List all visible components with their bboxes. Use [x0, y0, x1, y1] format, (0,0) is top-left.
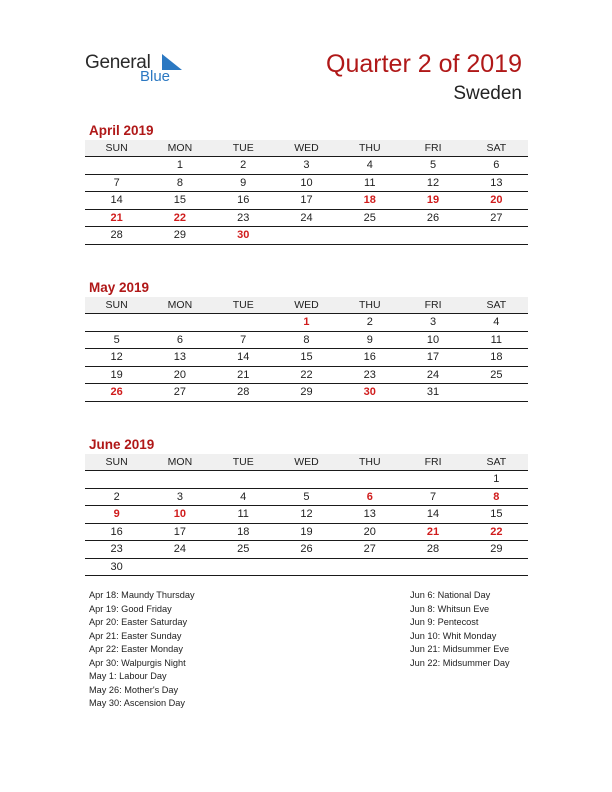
weekday-label: THU — [358, 456, 381, 468]
holiday-item: Apr 21: Easter Sunday — [89, 630, 182, 641]
day-cell: 21 — [426, 525, 440, 538]
day-cell: 18 — [363, 194, 376, 206]
country-name: Sweden — [453, 83, 522, 104]
holiday-item: Jun 22: Midsummer Day — [410, 657, 510, 668]
day-cell: 9 — [240, 176, 247, 189]
weekday-label: WED — [294, 456, 319, 468]
day-cell: 12 — [426, 176, 440, 189]
day-cell: 5 — [303, 490, 310, 503]
day-cell: 31 — [426, 386, 440, 398]
holiday-list-left — [89, 589, 195, 711]
week-row — [85, 349, 528, 367]
day-cell: 2 — [240, 159, 247, 171]
holiday-item: Apr 18: Maundy Thursday — [89, 590, 195, 600]
day-cell: 7 — [429, 490, 437, 503]
empty-day-cell — [465, 227, 528, 244]
day-cell: 16 — [237, 194, 250, 206]
empty-day-cell — [465, 559, 528, 576]
holiday-item: May 30: Ascension Day — [89, 698, 186, 708]
week-row — [85, 489, 528, 507]
day-cell: 7 — [240, 333, 247, 346]
day-cell: 9 — [113, 508, 120, 520]
day-cell: 24 — [300, 211, 313, 224]
day-cell: 22 — [490, 525, 503, 538]
day-cell: 29 — [173, 229, 187, 241]
day-cell: 1 — [176, 159, 183, 171]
logo — [85, 50, 195, 90]
holiday-item: Apr 22: Easter Monday — [89, 644, 183, 654]
weekday-label: THU — [358, 142, 381, 154]
day-cell: 15 — [173, 194, 187, 206]
week-row — [85, 157, 528, 175]
day-cell: 6 — [366, 490, 373, 503]
month-may — [85, 279, 528, 402]
logo-word-blue: Blue — [140, 68, 171, 85]
weekday-header-row — [85, 140, 528, 157]
day-cell: 26 — [300, 543, 313, 555]
day-cell: 16 — [110, 525, 123, 538]
weekday-header-row — [85, 454, 528, 471]
day-cell: 1 — [493, 473, 500, 485]
day-cell: 18 — [237, 525, 250, 538]
day-cell: 27 — [173, 386, 187, 398]
week-row — [85, 384, 528, 402]
day-cell: 14 — [110, 194, 123, 206]
day-cell: 13 — [363, 508, 376, 520]
calendar-grid — [85, 454, 528, 576]
day-cell: 11 — [237, 508, 249, 520]
month-april — [85, 122, 528, 245]
holiday-item: Apr 19: Good Friday — [89, 603, 172, 614]
empty-day-cell — [275, 559, 338, 576]
day-cell: 26 — [110, 386, 123, 398]
empty-day-cell — [401, 471, 464, 488]
week-row — [85, 210, 528, 228]
week-row — [85, 314, 528, 332]
day-cell: 16 — [363, 351, 376, 363]
holiday-item: Apr 30: Walpurgis Night — [89, 657, 186, 668]
day-cell: 20 — [363, 525, 376, 538]
week-row — [85, 332, 528, 350]
empty-day-cell — [212, 314, 275, 331]
logo-word-general: General — [85, 52, 151, 73]
day-cell: 8 — [176, 176, 183, 189]
weekday-label: SAT — [486, 142, 507, 154]
weekday-label: FRI — [424, 299, 442, 311]
day-cell: 20 — [490, 194, 503, 206]
day-cell: 4 — [366, 159, 373, 171]
week-row — [85, 471, 528, 489]
empty-day-cell — [148, 314, 211, 331]
day-cell: 8 — [493, 490, 500, 503]
week-row — [85, 227, 528, 245]
weekday-label: MON — [167, 456, 193, 468]
weekday-label: FRI — [424, 456, 442, 468]
calendar-grid — [85, 297, 528, 402]
day-cell: 22 — [173, 211, 187, 224]
weekday-label: SUN — [105, 142, 128, 154]
day-cell: 21 — [237, 368, 250, 381]
day-cell: 27 — [363, 543, 376, 555]
week-row — [85, 559, 528, 577]
day-cell: 29 — [300, 386, 313, 398]
day-cell: 19 — [426, 194, 440, 206]
empty-day-cell — [212, 471, 275, 488]
day-cell: 4 — [240, 490, 247, 503]
empty-day-cell — [212, 559, 275, 576]
day-cell: 5 — [113, 333, 120, 346]
weekday-label: TUE — [232, 456, 254, 468]
empty-day-cell — [85, 471, 148, 488]
empty-day-cell — [401, 559, 464, 576]
empty-day-cell — [148, 471, 211, 488]
week-row — [85, 175, 528, 193]
weekday-label: SUN — [105, 456, 128, 468]
day-cell: 28 — [110, 229, 123, 241]
day-cell: 25 — [237, 543, 250, 555]
day-cell: 23 — [363, 368, 376, 381]
holiday-list-right — [410, 589, 510, 670]
day-cell: 28 — [426, 543, 440, 555]
day-cell: 21 — [110, 211, 123, 224]
empty-day-cell — [275, 227, 338, 244]
month-title: May 2019 — [89, 280, 150, 295]
empty-day-cell — [465, 384, 528, 401]
day-cell: 6 — [176, 333, 183, 346]
day-cell: 10 — [426, 333, 440, 346]
page-title: Quarter 2 of 2019 — [326, 50, 522, 78]
day-cell: 23 — [237, 211, 250, 224]
empty-day-cell — [275, 471, 338, 488]
day-cell: 24 — [426, 368, 440, 381]
day-cell: 19 — [110, 368, 123, 381]
holiday-item: May 1: Labour Day — [89, 671, 167, 681]
holiday-item: Apr 20: Easter Saturday — [89, 617, 188, 627]
day-cell: 4 — [493, 316, 500, 328]
day-cell: 12 — [110, 351, 123, 363]
day-cell: 7 — [113, 176, 120, 189]
day-cell: 3 — [303, 159, 310, 171]
weekday-label: WED — [294, 299, 319, 311]
month-title: June 2019 — [89, 437, 155, 452]
weekday-label: SAT — [486, 299, 507, 311]
empty-day-cell — [338, 227, 401, 244]
day-cell: 30 — [237, 229, 250, 241]
day-cell: 1 — [303, 316, 310, 328]
holiday-item: Jun 10: Whit Monday — [410, 630, 497, 641]
calendar-grid — [85, 140, 528, 245]
day-cell: 30 — [110, 560, 123, 573]
day-cell: 6 — [493, 159, 500, 171]
weekday-label: TUE — [232, 142, 254, 154]
empty-day-cell — [85, 157, 148, 174]
weekday-label: TUE — [232, 299, 254, 311]
day-cell: 17 — [426, 351, 440, 363]
day-cell: 29 — [490, 543, 503, 555]
day-cell: 17 — [300, 194, 313, 206]
week-row — [85, 506, 528, 524]
holiday-item: Jun 9: Pentecost — [410, 617, 479, 627]
weekday-label: MON — [167, 299, 193, 311]
week-row — [85, 541, 528, 559]
day-cell: 14 — [426, 508, 440, 520]
day-cell: 12 — [300, 508, 313, 520]
day-cell: 28 — [237, 386, 250, 398]
weekday-label: SAT — [486, 456, 507, 468]
day-cell: 10 — [300, 176, 313, 189]
weekday-label: THU — [358, 299, 381, 311]
weekday-label: WED — [294, 142, 319, 154]
day-cell: 23 — [110, 543, 123, 555]
day-cell: 5 — [429, 159, 437, 171]
day-cell: 24 — [173, 543, 187, 555]
day-cell: 3 — [429, 316, 437, 328]
holiday-item: Jun 8: Whitsun Eve — [410, 603, 490, 614]
day-cell: 15 — [490, 508, 503, 520]
day-cell: 26 — [426, 211, 440, 224]
day-cell: 30 — [363, 386, 376, 398]
day-cell: 10 — [173, 508, 187, 520]
day-cell: 27 — [490, 211, 503, 224]
day-cell: 8 — [303, 333, 310, 346]
month-title: April 2019 — [89, 123, 154, 138]
empty-day-cell — [148, 559, 211, 576]
week-row — [85, 524, 528, 542]
empty-day-cell — [401, 227, 464, 244]
day-cell: 2 — [366, 316, 373, 328]
empty-day-cell — [338, 471, 401, 488]
day-cell: 25 — [490, 368, 503, 381]
day-cell: 11 — [490, 333, 503, 346]
day-cell: 18 — [490, 351, 503, 363]
day-cell: 20 — [173, 368, 187, 381]
day-cell: 11 — [364, 176, 376, 189]
day-cell: 2 — [113, 490, 120, 503]
week-row — [85, 192, 528, 210]
weekday-label: SUN — [105, 299, 128, 311]
day-cell: 25 — [363, 211, 376, 224]
weekday-label: FRI — [424, 142, 442, 154]
day-cell: 3 — [176, 490, 183, 503]
weekday-header-row — [85, 297, 528, 314]
empty-day-cell — [338, 559, 401, 576]
holiday-item: Jun 21: Midsummer Eve — [410, 644, 510, 654]
day-cell: 17 — [173, 525, 187, 538]
day-cell: 22 — [300, 368, 313, 381]
holiday-item: May 26: Mother's Day — [89, 684, 179, 695]
day-cell: 9 — [366, 333, 373, 346]
day-cell: 19 — [300, 525, 313, 538]
empty-day-cell — [85, 314, 148, 331]
day-cell: 13 — [173, 351, 187, 363]
month-june — [85, 436, 528, 576]
holiday-item: Jun 6: National Day — [410, 590, 491, 600]
week-row — [85, 367, 528, 385]
day-cell: 13 — [490, 176, 503, 189]
weekday-label: MON — [167, 142, 193, 154]
day-cell: 15 — [300, 351, 313, 363]
day-cell: 14 — [237, 351, 250, 363]
